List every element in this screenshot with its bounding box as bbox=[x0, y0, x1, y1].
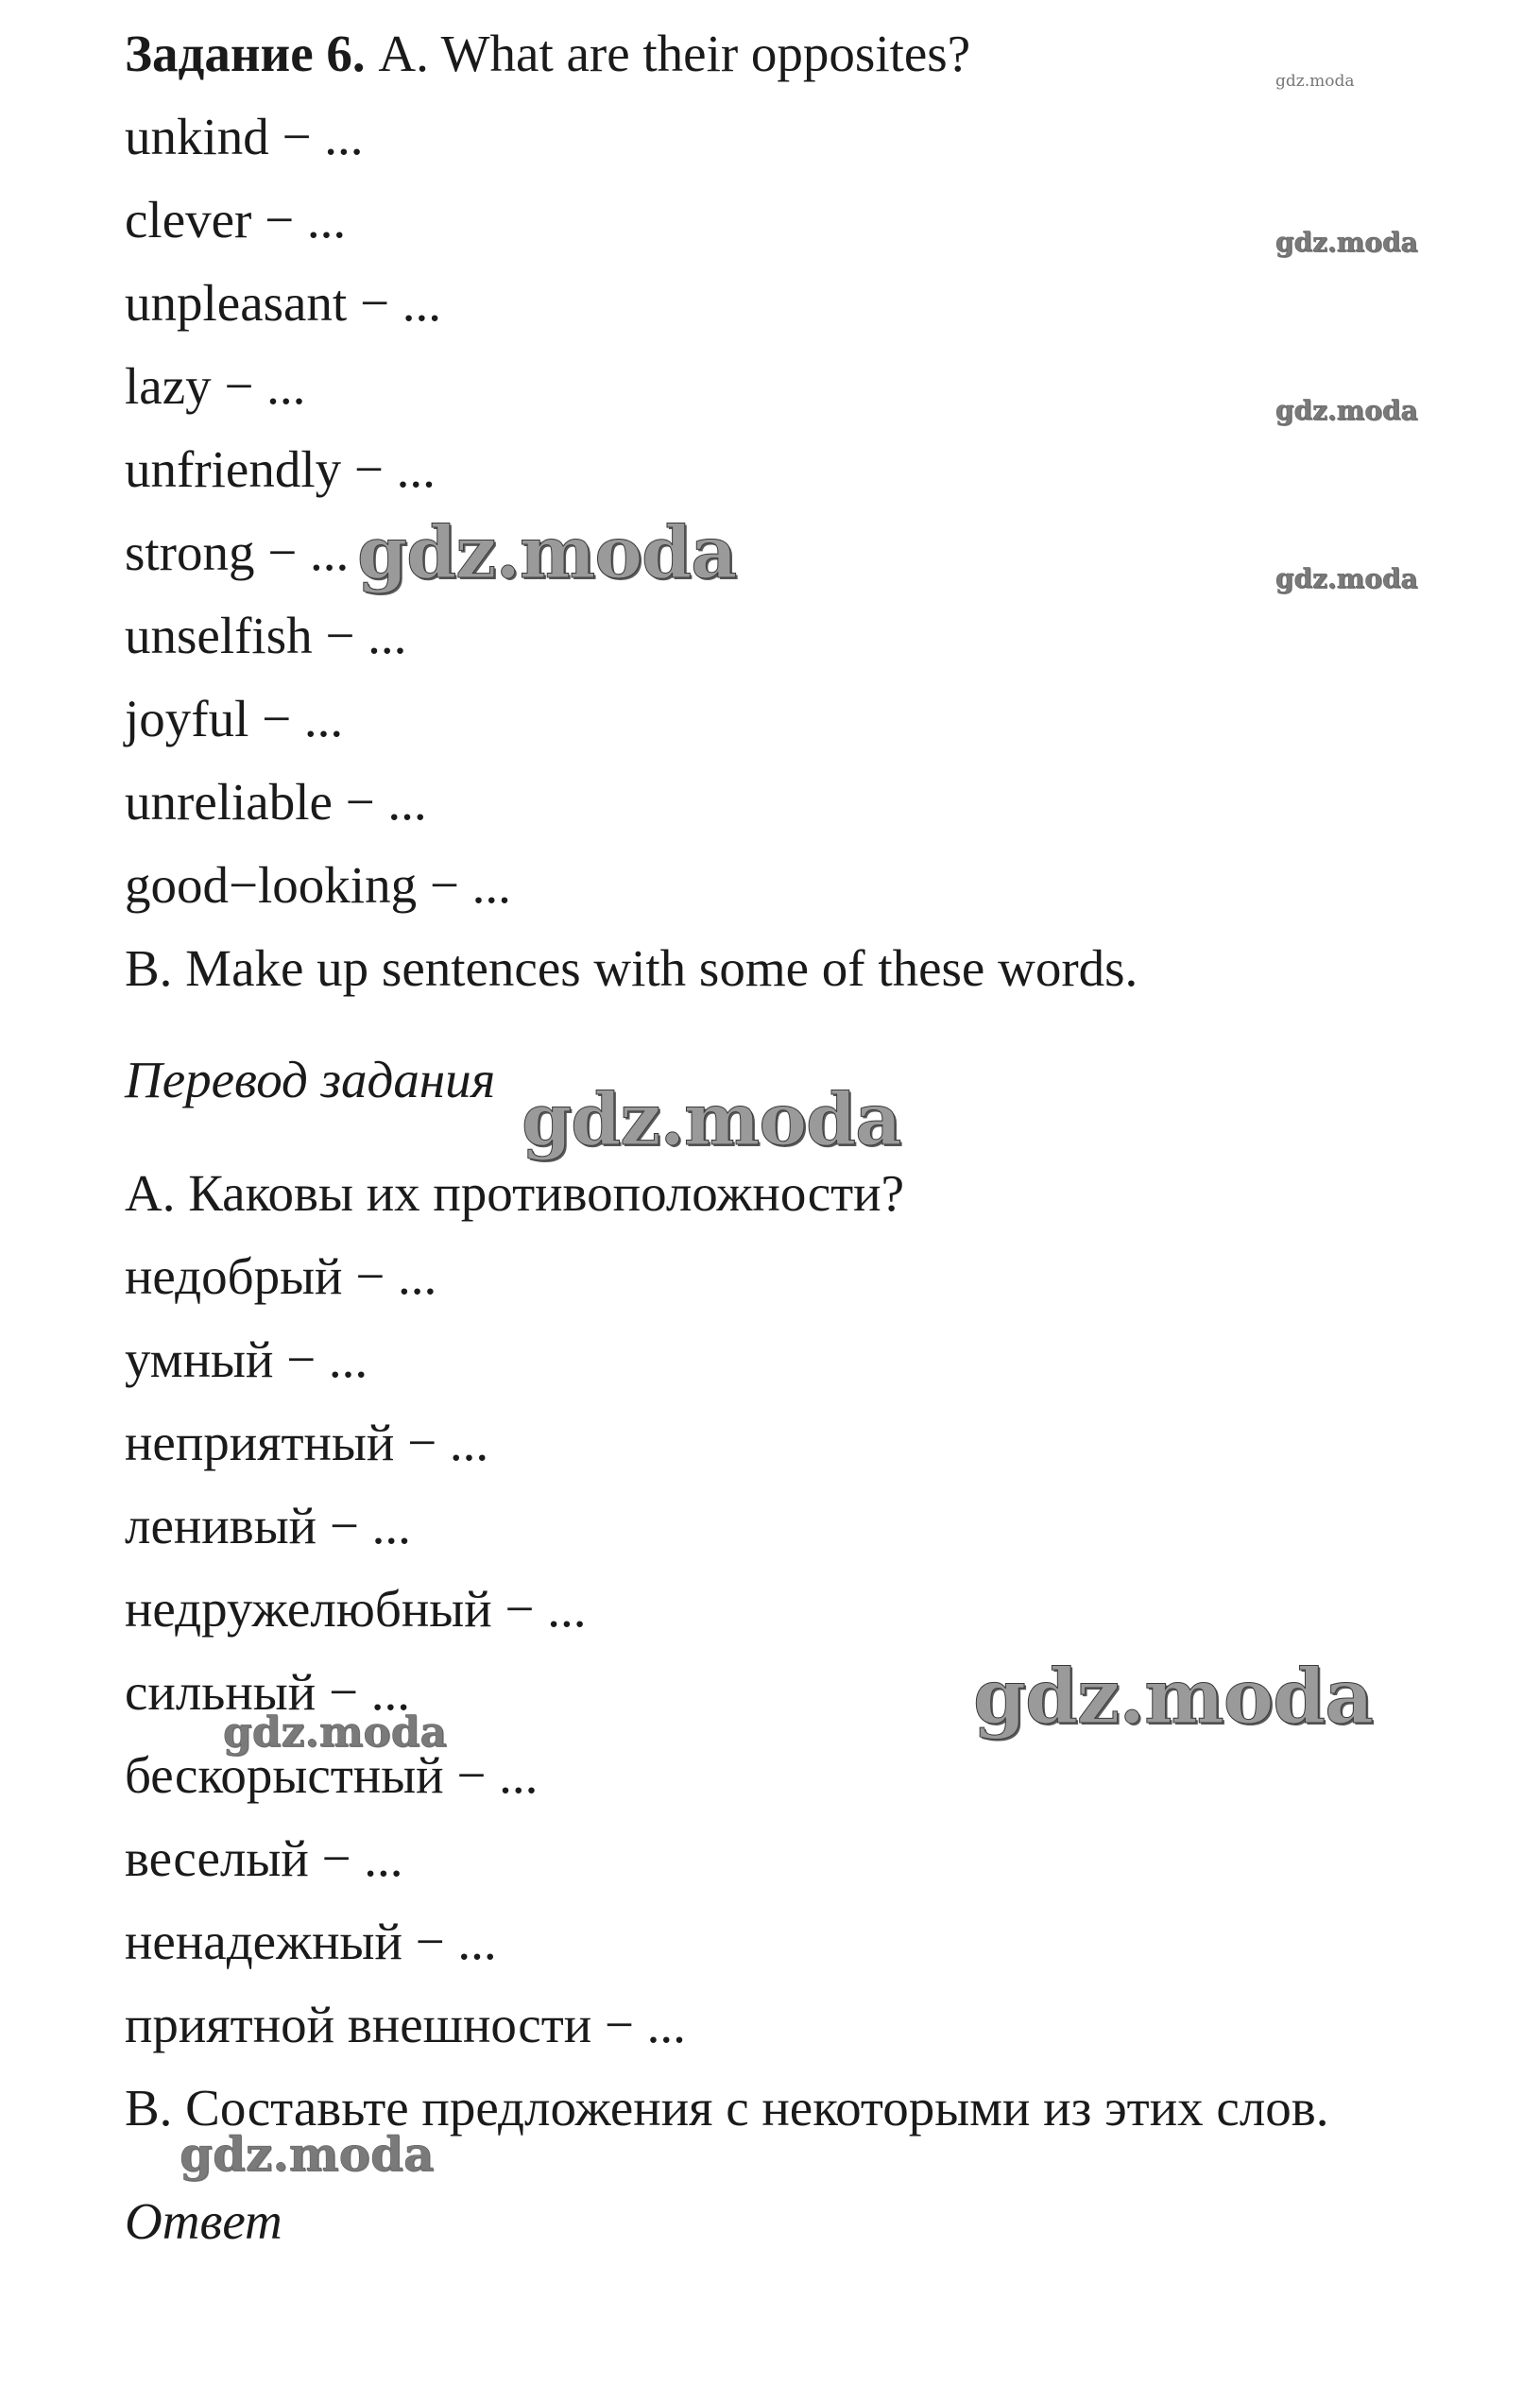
watermark: gdz.moda bbox=[357, 510, 737, 594]
watermark: gdz.moda bbox=[223, 1708, 448, 1757]
watermark: gdz.moda bbox=[1275, 563, 1418, 594]
translation-word-item: ненадежный − ... bbox=[125, 1913, 497, 1970]
translation-word-item: недружелюбный − ... bbox=[125, 1580, 587, 1638]
task-part-a-prompt: A. What are their opposites? bbox=[378, 25, 971, 82]
task-label: Задание 6. bbox=[125, 25, 366, 82]
watermark: gdz.moda bbox=[522, 1077, 901, 1161]
translation-heading: Перевод задания bbox=[125, 1051, 496, 1108]
translation-word-item: неприятный − ... bbox=[125, 1414, 489, 1471]
word-item: clever − ... bbox=[125, 191, 347, 249]
word-item: joyful − ... bbox=[125, 690, 344, 747]
translation-word-item: умный − ... bbox=[125, 1330, 368, 1388]
translation-word-item: недобрый − ... bbox=[125, 1247, 437, 1305]
watermark: gdz.moda bbox=[1275, 395, 1418, 426]
translation-word-item: веселый − ... bbox=[125, 1829, 403, 1887]
translation-part-b-prompt: В. Составьте предложения с некоторыми из этих слов. bbox=[125, 2079, 1329, 2137]
translation-word-item: приятной внешности − ... bbox=[125, 1996, 686, 2053]
word-item: unfriendly − ... bbox=[125, 440, 436, 498]
watermark: gdz.moda bbox=[180, 2126, 435, 2182]
translation-word-item: бескорыстный − ... bbox=[125, 1746, 539, 1804]
watermark: gdz.moda bbox=[1275, 72, 1355, 91]
word-item: unkind − ... bbox=[125, 108, 364, 165]
task-part-b-prompt: B. Make up sentences with some of these words. bbox=[125, 939, 1138, 997]
translation-part-a-prompt: А. Каковы их противоположности? bbox=[125, 1164, 905, 1222]
watermark: gdz.moda bbox=[1275, 227, 1418, 258]
translation-word-item: сильный − ... bbox=[125, 1663, 410, 1721]
translation-word-item: ленивый − ... bbox=[125, 1497, 411, 1554]
word-item: unpleasant − ... bbox=[125, 274, 441, 332]
watermark: gdz.moda bbox=[973, 1652, 1373, 1741]
task-header bbox=[125, 23, 970, 85]
word-item: strong − ... bbox=[125, 524, 350, 581]
word-item: unselfish − ... bbox=[125, 607, 407, 664]
answer-heading: Ответ bbox=[125, 2192, 282, 2250]
word-item: lazy − ... bbox=[125, 357, 306, 415]
word-item: good−looking − ... bbox=[125, 856, 511, 914]
word-item: unreliable − ... bbox=[125, 773, 427, 831]
